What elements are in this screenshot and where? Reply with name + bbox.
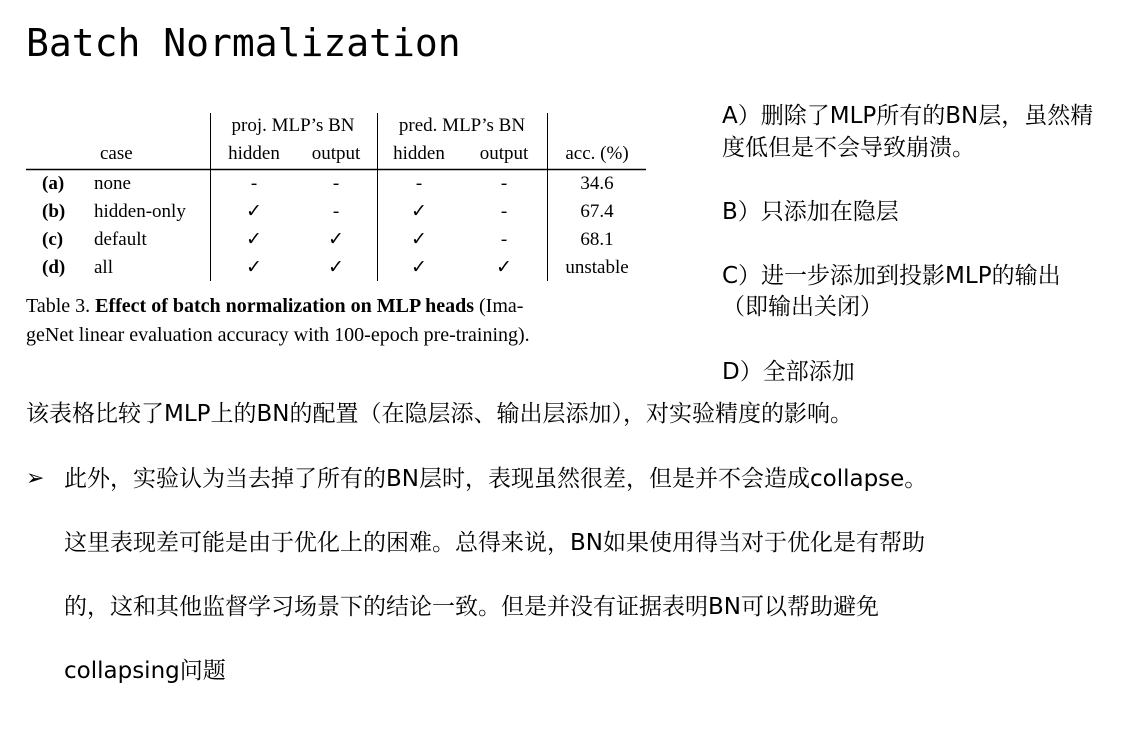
option-d: D）全部添加 <box>722 359 855 385</box>
row-id: (b) <box>42 201 66 222</box>
row-pred-hidden: ✓ <box>411 257 427 278</box>
pred-hidden-header: hidden <box>393 143 445 164</box>
row-case: all <box>94 257 113 278</box>
row-case: none <box>94 173 131 194</box>
table-caption <box>26 292 666 350</box>
row-proj-output: - <box>332 201 340 222</box>
page-title: Batch Normalization <box>26 21 461 65</box>
row-proj-hidden: ✓ <box>246 229 262 250</box>
caption-rest: (Ima- <box>474 295 524 317</box>
pred-mlp-header: pred. MLP’s BN <box>398 115 526 136</box>
acc-header: acc. (%) <box>565 143 629 164</box>
row-id: (a) <box>42 173 65 194</box>
row-id: (d) <box>42 257 66 278</box>
row-pred-hidden: - <box>415 173 423 194</box>
row-proj-output: ✓ <box>328 257 344 278</box>
proj-output-header: output <box>311 143 361 164</box>
bullet-line-4: collapsing问题 <box>64 658 226 684</box>
proj-mlp-header: proj. MLP’s BN <box>231 115 355 136</box>
row-acc: 67.4 <box>580 201 614 222</box>
proj-hidden-header: hidden <box>228 143 280 164</box>
case-header: case <box>100 143 133 164</box>
row-proj-output: - <box>332 173 340 194</box>
row-pred-hidden: ✓ <box>411 201 427 222</box>
row-acc: 68.1 <box>580 229 614 250</box>
row-proj-hidden: ✓ <box>246 201 262 222</box>
row-acc: 34.6 <box>580 173 614 194</box>
row-proj-output: ✓ <box>328 229 344 250</box>
caption-prefix: Table 3. <box>26 295 96 317</box>
row-proj-hidden: ✓ <box>246 257 262 278</box>
row-pred-output: ✓ <box>496 257 512 278</box>
bullet-line-2: 这里表现差可能是由于优化上的困难。总得来说，BN如果使用得当对于优化是有帮助 <box>64 530 925 556</box>
option-c-line1: C）进一步添加到投影MLP的输出 <box>722 263 1061 289</box>
caption-bold: Effect of batch normalization on MLP heads <box>95 295 475 317</box>
bullet-line-3: 的，这和其他监督学习场景下的结论一致。但是并没有证据表明BN可以帮助避免 <box>64 594 879 620</box>
option-a-line2: 度低但是不会导致崩溃。 <box>722 135 975 161</box>
row-acc: unstable <box>565 257 629 278</box>
option-c-line2: （即输出关闭） <box>722 294 883 320</box>
summary-text: 该表格比较了MLP上的BN的配置（在隐层添、输出层添加），对实验精度的影响。 <box>26 401 854 427</box>
row-pred-output: - <box>500 201 508 222</box>
row-id: (c) <box>42 229 64 250</box>
bullet-arrow-icon: ➢ <box>26 466 45 491</box>
caption-line-1 <box>26 292 666 321</box>
row-proj-hidden: - <box>250 173 258 194</box>
row-pred-hidden: ✓ <box>411 229 427 250</box>
pred-output-header: output <box>479 143 529 164</box>
option-a-line1: A）删除了MLP所有的BN层，虽然精 <box>722 103 1094 129</box>
row-pred-output: - <box>500 173 508 194</box>
row-case: hidden-only <box>94 201 186 222</box>
row-case: default <box>94 229 147 250</box>
row-pred-output: - <box>500 229 508 250</box>
option-b: B）只添加在隐层 <box>722 199 899 225</box>
caption-line-2: geNet linear evaluation accuracy with 100-epoch pre-training). <box>26 324 530 346</box>
bullet-line-1: 此外，实验认为当去掉了所有的BN层时，表现虽然很差，但是并不会造成collapse。 <box>64 466 928 492</box>
